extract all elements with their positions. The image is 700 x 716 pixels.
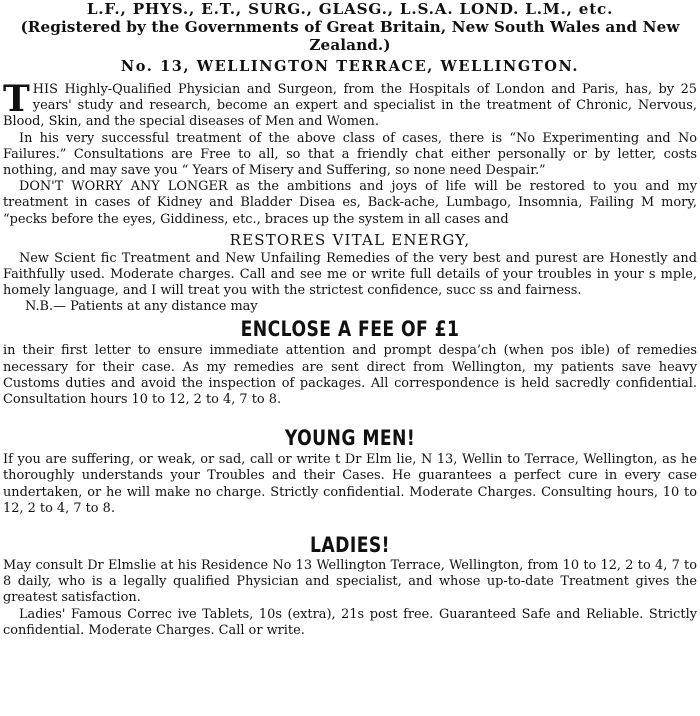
address-line: No. 13, WELLINGTON TERRACE, WELLINGTON.	[120, 58, 580, 75]
dont-worry-paragraph: DON'T WORRY ANY LONGER as the ambitions and joys of life will be restored to you and my treatment in cases of Kidney and Bladder Disea es, Back-ache, Lumbago, Insomnia, Failing M mory, “pecks before the eyes, Giddiness, etc., braces up the system in all cases and	[3, 179, 697, 227]
ladies-paragraph: May consult Dr Elmslie at his Residence No 13 Wellington Terrace, Wellington, from 10 to 12, 2 to 4, 7 to 8 daily, who is a legally qualified Physician and specialist, and whose up-to-date Treatment gives the greatest satisfaction.	[3, 558, 697, 606]
treatment-paragraph: In his very successful treatment of the above class of cases, there is “No Experimenting and No Failures.” Consultations are Free to all, so that a friendly chat either personally or by letter, costs nothing, and may save you “ Years of Misery and Suffering, so none need Despair.”	[3, 130, 697, 179]
vital-energy-paragraph: New Scient fic Treatment and New Unfailing Remedies of the very best and purest are Honestly and Faithfully used. Moderate charges. Call and see me or write full details of your troubles in your s mple, homely language, and I will treat you with the strictest confidence, succ ss and fairness.	[3, 250, 697, 299]
nb-note: N.B.— Patients at any distance may	[25, 299, 258, 315]
vital-energy-heading: RESTORES VITAL ENERGY,	[229, 230, 471, 249]
drop-cap: T	[3, 78, 30, 120]
intro-paragraph	[3, 78, 697, 131]
young-men-heading: YOUNG MEN!	[284, 426, 416, 451]
intro-text: HIS Highly-Qualified Physician and Surgeon, from the Hospitals of London and Paris, has, by 25 years' study and research, become an expert and specialist in the treatment of Chronic, Nervous, Blood, Skin, and the special diseases of Men and Women.	[3, 82, 697, 130]
ladies-heading: LADIES!	[310, 533, 390, 558]
young-men-paragraph: If you are suffering, or weak, or sad, call or write t Dr Elm lie, N 13, Wellin to Terrace, Wellington, as he thoroughly understands your Troubles and their Cases. He guarantees a perfect cure in every case undertaken, or he will make no charge. Strictly confidential. Moderate Charges. Consulting hours, 10 to 12, 2 to 4, 7 to 8.	[3, 452, 697, 516]
credentials-line: L.F., PHYS., E.T., SURG., GLASG., L.S.A. LOND. L.M., etc.	[86, 0, 614, 18]
tablets-paragraph: Ladies' Famous Correc ive Tablets, 10s (extra), 21s post free. Guaranteed Safe and Reliable. Strictly confidential. Moderate Charges. Call or write.	[3, 606, 697, 638]
fee-paragraph: in their first letter to ensure immediate attention and prompt despa’ch (when pos ible) of remedies necessary for their case. As my remedies are sent direct from Wellington, my patients save heavy Customs duties and avoid the inspection of packages. All correspondence is held sacredly confidential. Consultation hours 10 to 12, 2 to 4, 7 to 8.	[3, 343, 697, 408]
fee-heading: ENCLOSE A FEE OF £1	[240, 317, 460, 342]
registration-line: (Registered by the Governments of Great Britain, New South Wales and New Zealand.)	[20, 18, 680, 54]
